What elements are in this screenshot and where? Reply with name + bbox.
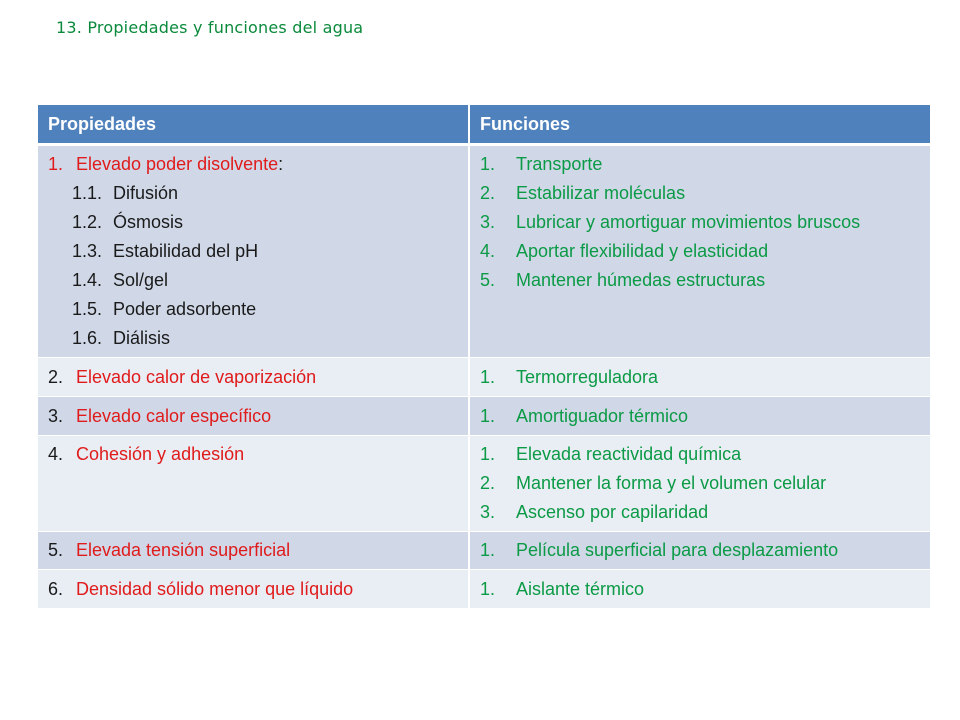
function-number: 1. [480, 540, 496, 560]
list-item [48, 237, 458, 266]
list-item [480, 402, 920, 431]
function-number: 1. [480, 154, 496, 174]
function-number: 1. [480, 406, 496, 426]
sub-item-text: Difusión [113, 183, 179, 203]
property-label: Elevada tensión superficial [76, 540, 291, 560]
header-propiedades: Propiedades [38, 105, 469, 145]
table-header-row [38, 105, 930, 145]
property-label: Elevado calor específico [76, 406, 272, 426]
sub-item-text: Ósmosis [113, 212, 184, 232]
table-row [38, 358, 930, 397]
list-item [480, 575, 920, 604]
list-item [480, 363, 920, 392]
function-text: Mantener la forma y el volumen celular [516, 473, 827, 493]
list-item [480, 469, 920, 498]
property-label: Densidad sólido menor que líquido [76, 579, 354, 599]
function-list [480, 150, 920, 295]
function-cell [469, 397, 930, 436]
function-number: 5. [480, 270, 496, 290]
list-item [48, 295, 458, 324]
property-number: 2. [48, 367, 64, 387]
list-item [480, 498, 920, 527]
table-row [38, 436, 930, 532]
property-cell [38, 570, 469, 609]
sub-item-number: 1.1. [72, 183, 103, 203]
property-suffix: : [278, 154, 284, 174]
sub-item-number: 1.2. [72, 212, 103, 232]
property-label: Cohesión y adhesión [76, 444, 245, 464]
function-text: Película superficial para desplazamiento [516, 540, 839, 560]
function-list [480, 402, 920, 431]
sub-item-number: 1.6. [72, 328, 103, 348]
function-list [480, 440, 920, 527]
list-item [48, 208, 458, 237]
function-list [480, 575, 920, 604]
list-item [48, 179, 458, 208]
function-cell [469, 436, 930, 532]
property-number: 6. [48, 579, 64, 599]
function-text: Ascenso por capilaridad [516, 502, 709, 522]
function-cell [469, 145, 930, 358]
list-item [48, 266, 458, 295]
function-cell [469, 358, 930, 397]
function-text: Lubricar y amortiguar movimientos bruscos [516, 212, 861, 232]
function-text: Termorreguladora [516, 367, 659, 387]
function-cell [469, 532, 930, 570]
property-number: 3. [48, 406, 64, 426]
list-item [480, 237, 920, 266]
table-row [38, 397, 930, 436]
list-item [480, 440, 920, 469]
table-row [38, 145, 930, 358]
header-funciones: Funciones [469, 105, 930, 145]
property-label: Elevado poder disolvente [76, 154, 279, 174]
sub-item-number: 1.4. [72, 270, 103, 290]
property-number: 1. [48, 154, 64, 174]
function-list [480, 363, 920, 392]
list-item [480, 266, 920, 295]
function-number: 1. [480, 444, 496, 464]
slide-title: 13. Propiedades y funciones del agua [56, 18, 364, 37]
property-heading [48, 150, 458, 179]
list-item [48, 324, 458, 353]
function-number: 3. [480, 212, 496, 232]
function-text: Mantener húmedas estructuras [516, 270, 766, 290]
function-text: Estabilizar moléculas [516, 183, 686, 203]
function-text: Aportar flexibilidad y elasticidad [516, 241, 769, 261]
sub-item-text: Poder adsorbente [113, 299, 257, 319]
function-number: 2. [480, 183, 496, 203]
table-row [38, 570, 930, 609]
function-text: Elevada reactividad química [516, 444, 742, 464]
sub-item-text: Sol/gel [113, 270, 169, 290]
sub-item-text: Diálisis [113, 328, 171, 348]
function-cell [469, 570, 930, 609]
sub-item-number: 1.5. [72, 299, 103, 319]
list-item [480, 150, 920, 179]
function-number: 3. [480, 502, 496, 522]
function-number: 1. [480, 367, 496, 387]
property-cell [38, 358, 469, 397]
property-sub-list [48, 179, 458, 353]
property-number: 4. [48, 444, 64, 464]
list-item [480, 208, 920, 237]
property-label: Elevado calor de vaporización [76, 367, 317, 387]
function-text: Aislante térmico [516, 579, 645, 599]
property-cell [38, 532, 469, 570]
property-cell [38, 397, 469, 436]
sub-item-number: 1.3. [72, 241, 103, 261]
list-item [480, 536, 920, 565]
sub-item-text: Estabilidad del pH [113, 241, 259, 261]
function-number: 1. [480, 579, 496, 599]
function-number: 4. [480, 241, 496, 261]
table-row [38, 532, 930, 570]
list-item [480, 179, 920, 208]
function-text: Transporte [516, 154, 603, 174]
properties-functions-table [38, 105, 930, 609]
function-number: 2. [480, 473, 496, 493]
function-text: Amortiguador térmico [516, 406, 689, 426]
function-list [480, 536, 920, 565]
property-cell [38, 145, 469, 358]
property-number: 5. [48, 540, 64, 560]
property-cell [38, 436, 469, 532]
